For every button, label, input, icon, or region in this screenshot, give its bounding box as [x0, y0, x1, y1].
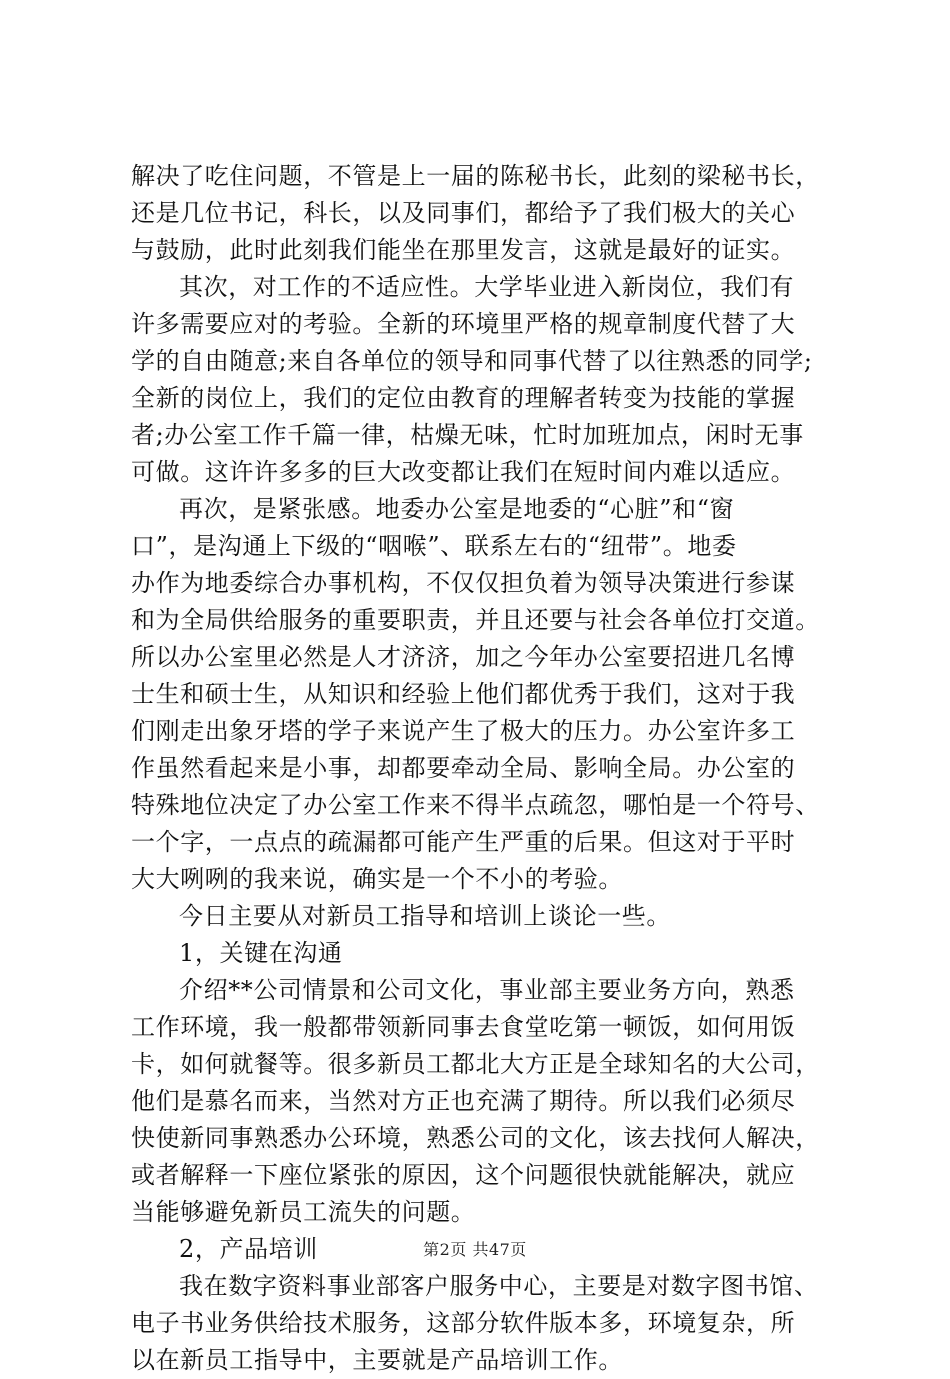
text-line: 当能够避免新员工流失的问题。	[131, 1198, 476, 1226]
text-line: 还是几位书记，科长，以及同事们，都给予了我们极大的关心	[131, 199, 796, 227]
text-line: 今日主要从对新员工指导和培训上谈论一些。	[179, 902, 671, 930]
text-line: 工作环境，我一般都带领新同事去食堂吃第一顿饭，如何用饭	[131, 1013, 796, 1041]
text-line: 所以办公室里必然是人才济济，加之今年办公室要招进几名博	[131, 643, 796, 671]
text-line: 办作为地委综合办事机构，不仅仅担负着为领导决策进行参谋	[131, 569, 796, 597]
page-footer: 第2页 共47页	[423, 1240, 527, 1259]
text-line: 与鼓励，此时此刻我们能坐在那里发言，这就是最好的证实。	[131, 236, 796, 264]
text-line: 大大咧咧的我来说，确实是一个不小的考验。	[131, 865, 623, 893]
text-line: 可做。这许许多多的巨大改变都让我们在短时间内难以适应。	[131, 458, 796, 486]
text-line: 再次，是紧张感。地委办公室是地委的“心脏”和“窗	[179, 495, 735, 523]
text-line: 作虽然看起来是小事，却都要牵动全局、影响全局。办公室的	[131, 754, 796, 782]
text-line: 快使新同事熟悉办公环境，熟悉公司的文化，该去找何人解决，	[131, 1124, 820, 1152]
text-line: 其次，对工作的不适应性。大学毕业进入新岗位，我们有	[179, 273, 794, 301]
text-line: 介绍**公司情景和公司文化，事业部主要业务方向，熟悉	[179, 976, 795, 1004]
text-line: 特殊地位决定了办公室工作来不得半点疏忽，哪怕是一个符号、	[131, 791, 820, 819]
document-body	[131, 158, 821, 1379]
text-line: 学的自由随意;来自各单位的领导和同事代替了以往熟悉的同学;	[131, 347, 813, 375]
text-line: 电子书业务供给技术服务，这部分软件版本多，环境复杂，所	[131, 1309, 796, 1337]
text-line: 士生和硕士生，从知识和经验上他们都优秀于我们，这对于我	[131, 680, 796, 708]
text-line: 解决了吃住问题，不管是上一届的陈秘书长，此刻的梁秘书长，	[131, 162, 820, 190]
text-line: 全新的岗位上，我们的定位由教育的理解者转变为技能的掌握	[131, 384, 796, 412]
text-line: 2，产品培训	[179, 1235, 318, 1263]
text-line: 许多需要应对的考验。全新的环境里严格的规章制度代替了大	[131, 310, 796, 338]
text-line: 们刚走出象牙塔的学子来说产生了极大的压力。办公室许多工	[131, 717, 796, 745]
text-line: 1，关键在沟通	[179, 939, 343, 967]
text-line: 卡，如何就餐等。很多新员工都北大方正是全球知名的大公司，	[131, 1050, 820, 1078]
text-line: 他们是慕名而来，当然对方正也充满了期待。所以我们必须尽	[131, 1087, 796, 1115]
text-line: 或者解释一下座位紧张的原因，这个问题很快就能解决，就应	[131, 1161, 796, 1189]
text-line: 以在新员工指导中，主要就是产品培训工作。	[131, 1346, 623, 1374]
text-line: 一个字，一点点的疏漏都可能产生严重的后果。但这对于平时	[131, 828, 796, 856]
text-line: 口”，是沟通上下级的“咽喉”、联系左右的“纽带”。地委	[131, 532, 737, 560]
text-line: 者;办公室工作千篇一律，枯燥无味，忙时加班加点，闲时无事	[131, 421, 804, 449]
text-line: 和为全局供给服务的重要职责，并且还要与社会各单位打交道。	[131, 606, 820, 634]
text-line: 我在数字资料事业部客户服务中心，主要是对数字图书馆、	[179, 1272, 819, 1300]
